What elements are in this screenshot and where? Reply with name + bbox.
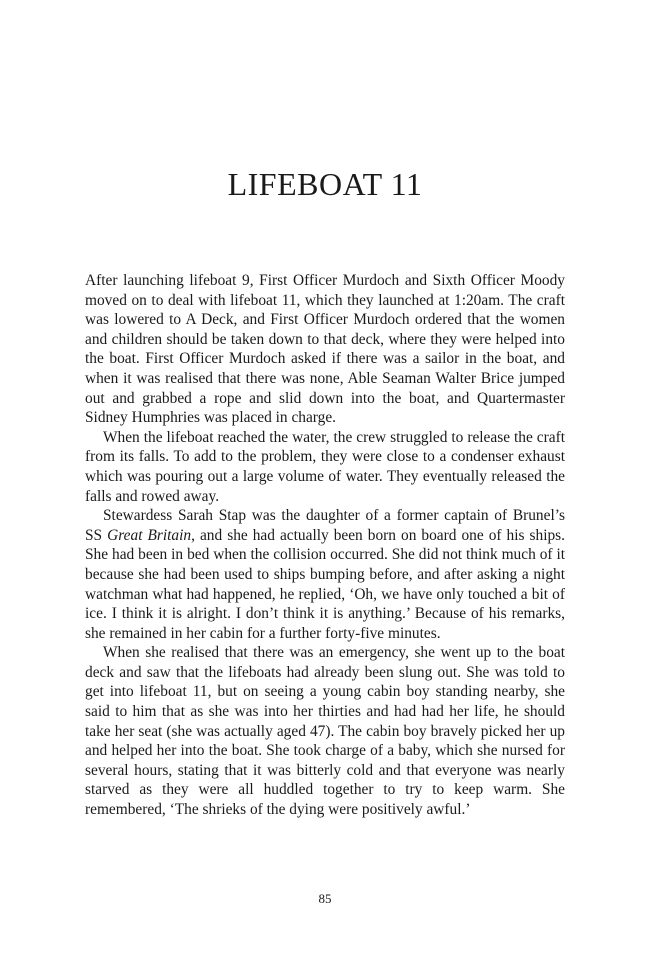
paragraph-3 bbox=[85, 506, 565, 643]
paragraph-1: After launching lifeboat 9, First Officer Murdoch and Sixth Officer Moody moved on to deal with lifeboat 11, which they launched at 1:20am. The craft was lowered to A Deck, and First Officer Murdoch ordered that the women and children should be taken down to that deck, where they were helped into the boat. First Officer Murdoch asked if there was a sailor in the boat, and when it was realised that there was none, Able Seaman Walter Brice jumped out and grabbed a rope and slid down into the boat, and Quartermaster Sidney Humphries was placed in charge. bbox=[85, 272, 565, 427]
page-number: 85 bbox=[318, 891, 332, 906]
paragraph-3-end: , and she had actually been born on board one of his ships. She had been in bed when the collision occurred. She did not think much of it because she had been used to ships bumping before, and after asking a night watchman what had happened, he replied, ‘Oh, we have only touched a bit of ice. I think it is alright. I don’t think it is anything.’ Because of his remarks, she remained in her cabin for a further forty-five minutes. bbox=[85, 526, 566, 642]
paragraph-3-start: Stewardess Sarah Stap was the daughter of a former captain of Brunel’s SS bbox=[85, 507, 565, 544]
ship-name-italic: Great Britain bbox=[107, 526, 192, 544]
paragraph-2: When the lifeboat reached the water, the crew struggled to release the craft from its falls. To add to the problem, they were close to a condenser exhaust which was pouring out a large volume of water. They eventually released the falls and rowed away. bbox=[85, 428, 565, 505]
body-text bbox=[85, 271, 565, 820]
paragraph-4: When she realised that there was an emergency, she went up to the boat deck and saw that the lifeboats had already been slung out. She was told to get into lifeboat 11, but on seeing a young cabin boy standing nearby, she said to him that as she was into her thirties and had had her life, he should take her seat (she was actually aged 47). The cabin boy bravely picked her up and helped her into the boat. She took charge of a baby, which she nursed for several hours, stating that it was bitterly cold and that everyone was nearly starved as they were all huddled together to try to keep warm. She remembered, ‘The shrieks of the dying were positively awful.’ bbox=[85, 644, 565, 819]
chapter-title: LIFEBOAT 11 bbox=[227, 166, 423, 202]
